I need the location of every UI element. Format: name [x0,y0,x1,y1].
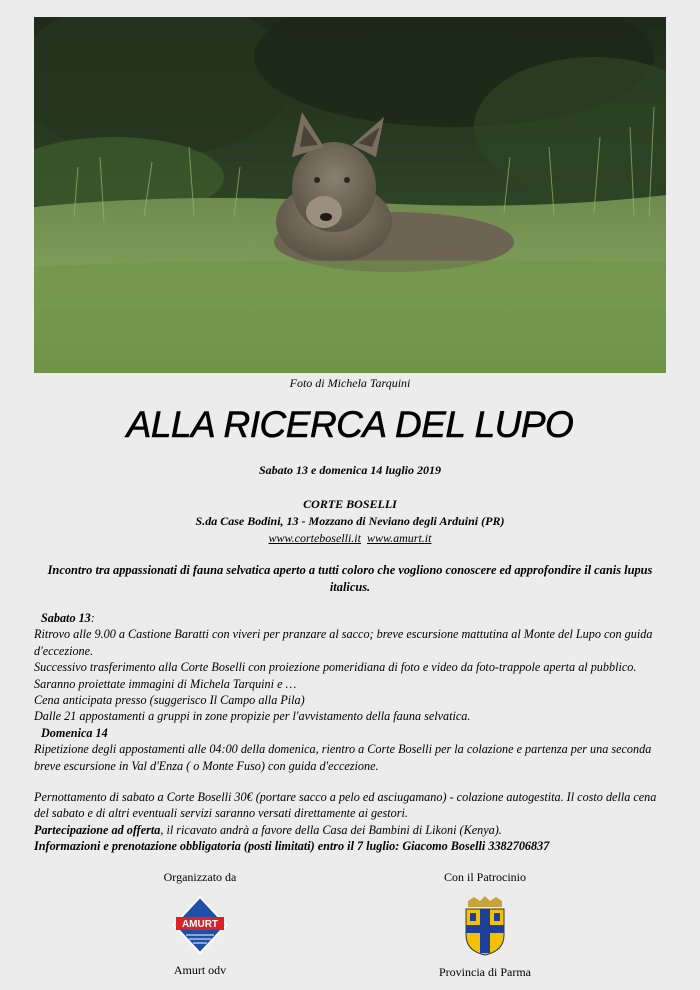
offer-info [34,822,666,838]
organizer-label: Organizzato da [163,870,237,884]
sun-line-1: Ripetizione degli appostamenti alle 04:00 della domenica, rientro a Corte Boselli per la colazione e partenza per una seconda breve escursione in Val d'Enza ( o Monte Fuso) con guida d'eccezione. [34,742,652,773]
photo-caption: Foto di Michela Tarquini [289,376,411,390]
venue-address: S.da Case Bodini, 13 - Mozzano di Neviano degli Arduini (PR) [195,514,505,528]
event-dates: Sabato 13 e domenica 14 luglio 2019 [258,463,441,477]
overnight-info: Pernottamento di sabato a Corte Boselli 30€ (portare sacco a pelo ed asciugamano) - colazione autogestita. Il costo della cena del sabato e di altri eventuali servizi saranno versati direttamente ai gestori. [34,790,657,821]
offer-bold: Partecipazione ad offerta [34,822,161,837]
sat-line-2: Successivo trasferimento alla Corte Boselli con proiezione pomeridiana di foto e video da foto-trappole aperta al pubblico. Saranno proiettate immagini di Michela Tarquini e … [34,660,637,691]
page-title: ALLA RICERCA DEL LUPO [126,404,574,445]
link-corteboselli[interactable]: www.corteboselli.it [268,531,361,545]
booking-info-text: Informazioni e prenotazione obbligatoria (posti limitati) entro il 7 luglio: Giacomo Boselli 3382706837 [34,839,550,854]
patron-name: Provincia di Parma [439,965,531,979]
wolf-photo [34,17,666,373]
saturday-heading-text: Sabato 13 [41,611,91,625]
sat-line-1: Ritrovo alle 9.00 a Castione Baratti con viveri per pranzare al sacco; breve escursione mattutina al Monte del Lupo con guida d'eccezione. [34,627,653,658]
venue-links [0,530,700,547]
saturday-colon: : [90,611,95,625]
provincia-parma-crest-icon [460,895,510,957]
patron-block [385,870,585,980]
amurt-logo-icon [172,895,228,955]
patron-label: Con il Patrocinio [444,870,526,884]
program [34,610,666,855]
venue-name: CORTE BOSELLI [303,497,397,511]
intro-text: Incontro tra appassionati di fauna selvatica aperto a tutti coloro che vogliono conoscere ed approfondire il canis lupus italicus. [47,563,653,594]
organizer-block [100,870,300,978]
saturday-heading [41,610,666,626]
link-amurt[interactable]: www.amurt.it [366,531,432,545]
venue-block [0,496,700,547]
sat-line-4: Dalle 21 appostamenti a gruppi in zone propizie per l'avvistamento della fauna selvatica. [34,709,471,724]
sat-line-3: Cena anticipata presso (suggerisco Il Campo alla Pila) [34,693,305,708]
sunday-heading: Domenica 14 [41,725,108,740]
organizer-name: Amurt odv [173,963,227,977]
offer-rest: , il ricavato andrà a favore della Casa dei Bambini di Likoni (Kenya). [160,822,502,837]
amurt-logo-text: AMURT [181,919,219,930]
booking-info [34,838,666,854]
